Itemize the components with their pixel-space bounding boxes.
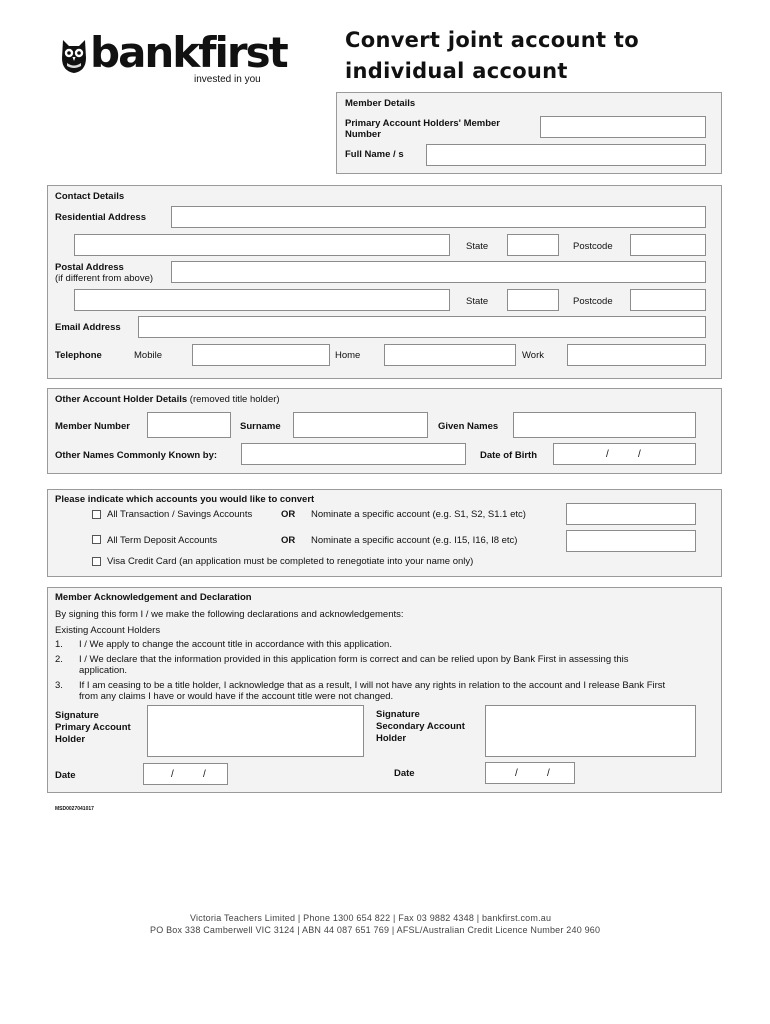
owl-icon bbox=[60, 38, 88, 74]
surname-label: Surname bbox=[240, 421, 281, 432]
all-term-deposit-checkbox[interactable] bbox=[92, 535, 101, 544]
declaration-3-text-cont: from any claims I have or would have if the account title were not changed. bbox=[79, 691, 394, 702]
work-label: Work bbox=[522, 350, 544, 361]
primary-signature-field[interactable] bbox=[147, 705, 364, 757]
other-member-number-field[interactable] bbox=[147, 412, 231, 438]
secondary-date-field[interactable] bbox=[485, 762, 575, 784]
other-holder-heading bbox=[55, 394, 280, 405]
given-names-field[interactable] bbox=[513, 412, 696, 438]
work-phone-field[interactable] bbox=[567, 344, 706, 366]
declaration-1-text: I / We apply to change the account title in accordance with this application. bbox=[79, 639, 392, 650]
primary-date-separator-2: / bbox=[203, 769, 206, 780]
declaration-2-number: 2. bbox=[55, 654, 63, 665]
primary-date-label: Date bbox=[55, 770, 76, 781]
mobile-field[interactable] bbox=[192, 344, 330, 366]
all-term-deposit-label: All Term Deposit Accounts bbox=[107, 535, 218, 546]
home-phone-field[interactable] bbox=[384, 344, 516, 366]
postal-address-note: (if different from above) bbox=[55, 273, 154, 284]
other-holder-heading-note: (removed title holder) bbox=[189, 394, 280, 405]
primary-date-separator-1: / bbox=[171, 769, 174, 780]
postal-address-field-2[interactable] bbox=[74, 289, 450, 311]
telephone-label: Telephone bbox=[55, 350, 102, 361]
member-details-heading: Member Details bbox=[345, 98, 416, 109]
residential-address-field-1[interactable] bbox=[171, 206, 706, 228]
residential-address-label: Residential Address bbox=[55, 212, 146, 223]
sig-secondary-label-3: Holder bbox=[376, 733, 407, 744]
nominate-term-field[interactable] bbox=[566, 530, 696, 552]
mobile-label: Mobile bbox=[134, 350, 162, 361]
or-label-2: OR bbox=[281, 535, 296, 546]
all-transaction-checkbox[interactable] bbox=[92, 510, 101, 519]
other-names-label: Other Names Commonly Known by: bbox=[55, 450, 218, 461]
full-name-label: Full Name / s bbox=[345, 149, 404, 160]
postal-postcode-label: Postcode bbox=[573, 296, 613, 307]
primary-date-field[interactable] bbox=[143, 763, 228, 785]
other-names-field[interactable] bbox=[241, 443, 466, 465]
declaration-3-number: 3. bbox=[55, 680, 63, 691]
secondary-date-label: Date bbox=[394, 768, 415, 779]
sig-primary-label-2: Primary Account bbox=[55, 722, 131, 733]
or-label-1: OR bbox=[281, 509, 296, 520]
secondary-signature-field[interactable] bbox=[485, 705, 696, 757]
other-holder-heading-text: Other Account Holder Details bbox=[55, 394, 188, 405]
footer-line-2: PO Box 338 Camberwell VIC 3124 | ABN 44 087 651 769 | AFSL/Australian Credit Licence Number 240 960 bbox=[150, 925, 601, 935]
nominate-savings-field[interactable] bbox=[566, 503, 696, 525]
visa-credit-card-checkbox[interactable] bbox=[92, 557, 101, 566]
declaration-3-text: If I am ceasing to be a title holder, I acknowledge that as a result, I will not have any rights in relation to the account and I release Bank First bbox=[79, 680, 666, 691]
sig-primary-label-1: Signature bbox=[55, 710, 99, 721]
visa-credit-card-label: Visa Credit Card (an application must be completed to renegotiate into your name only) bbox=[107, 556, 474, 567]
dob-separator-1: / bbox=[606, 449, 609, 460]
member-number-field[interactable] bbox=[540, 116, 706, 138]
residential-postcode-field[interactable] bbox=[630, 234, 706, 256]
all-transaction-label: All Transaction / Savings Accounts bbox=[107, 509, 253, 520]
secondary-date-separator-2: / bbox=[547, 768, 550, 779]
form-title-line1: Convert joint account to bbox=[345, 28, 639, 52]
accounts-heading: Please indicate which accounts you would like to convert bbox=[55, 494, 315, 505]
residential-address-field-2[interactable] bbox=[74, 234, 450, 256]
logo-tagline: invested in you bbox=[194, 74, 261, 85]
member-number-label-text: Primary Account Holders' Member Number bbox=[345, 118, 501, 140]
secondary-date-separator-1: / bbox=[515, 768, 518, 779]
footer-line-1: Victoria Teachers Limited | Phone 1300 654 822 | Fax 03 9882 4348 | bankfirst.com.au bbox=[190, 913, 552, 923]
declaration-2-text: I / We declare that the information provided in this application form is correct and can be relied upon by Bank First in assessing this bbox=[79, 654, 629, 665]
sig-primary-label-3: Holder bbox=[55, 734, 86, 745]
other-member-number-label: Member Number bbox=[55, 421, 130, 432]
sig-secondary-label-1: Signature bbox=[376, 709, 420, 720]
nominate-term-label: Nominate a specific account (e.g. I15, I16, I8 etc) bbox=[311, 535, 518, 546]
dob-label: Date of Birth bbox=[480, 450, 537, 461]
declaration-2-text-cont: application. bbox=[79, 665, 128, 676]
full-name-field[interactable] bbox=[426, 144, 706, 166]
email-label: Email Address bbox=[55, 322, 121, 333]
acknowledgement-intro: By signing this form I / we make the following declarations and acknowledgements: bbox=[55, 609, 404, 620]
contact-details-heading: Contact Details bbox=[55, 191, 125, 202]
postal-postcode-field[interactable] bbox=[630, 289, 706, 311]
acknowledgement-heading: Member Acknowledgement and Declaration bbox=[55, 592, 252, 603]
form-title-line2: individual account bbox=[345, 59, 568, 83]
dob-field[interactable] bbox=[553, 443, 696, 465]
nominate-savings-label: Nominate a specific account (e.g. S1, S2, S1.1 etc) bbox=[311, 509, 526, 520]
residential-postcode-label: Postcode bbox=[573, 241, 613, 252]
postal-state-field[interactable] bbox=[507, 289, 559, 311]
declaration-1-number: 1. bbox=[55, 639, 63, 650]
residential-state-label: State bbox=[466, 241, 489, 252]
home-label: Home bbox=[335, 350, 361, 361]
dob-separator-2: / bbox=[638, 449, 641, 460]
surname-field[interactable] bbox=[293, 412, 428, 438]
given-names-label: Given Names bbox=[438, 421, 499, 432]
email-field[interactable] bbox=[138, 316, 706, 338]
sig-secondary-label-2: Secondary Account bbox=[376, 721, 465, 732]
member-number-label bbox=[345, 118, 530, 140]
postal-state-label: State bbox=[466, 296, 489, 307]
form-code: MSD0027041017 bbox=[55, 806, 94, 812]
residential-state-field[interactable] bbox=[507, 234, 559, 256]
logo-wordmark: bankfirst bbox=[90, 28, 287, 77]
postal-address-field-1[interactable] bbox=[171, 261, 706, 283]
existing-holders-label: Existing Account Holders bbox=[55, 625, 161, 636]
postal-address-label: Postal Address bbox=[55, 262, 124, 273]
